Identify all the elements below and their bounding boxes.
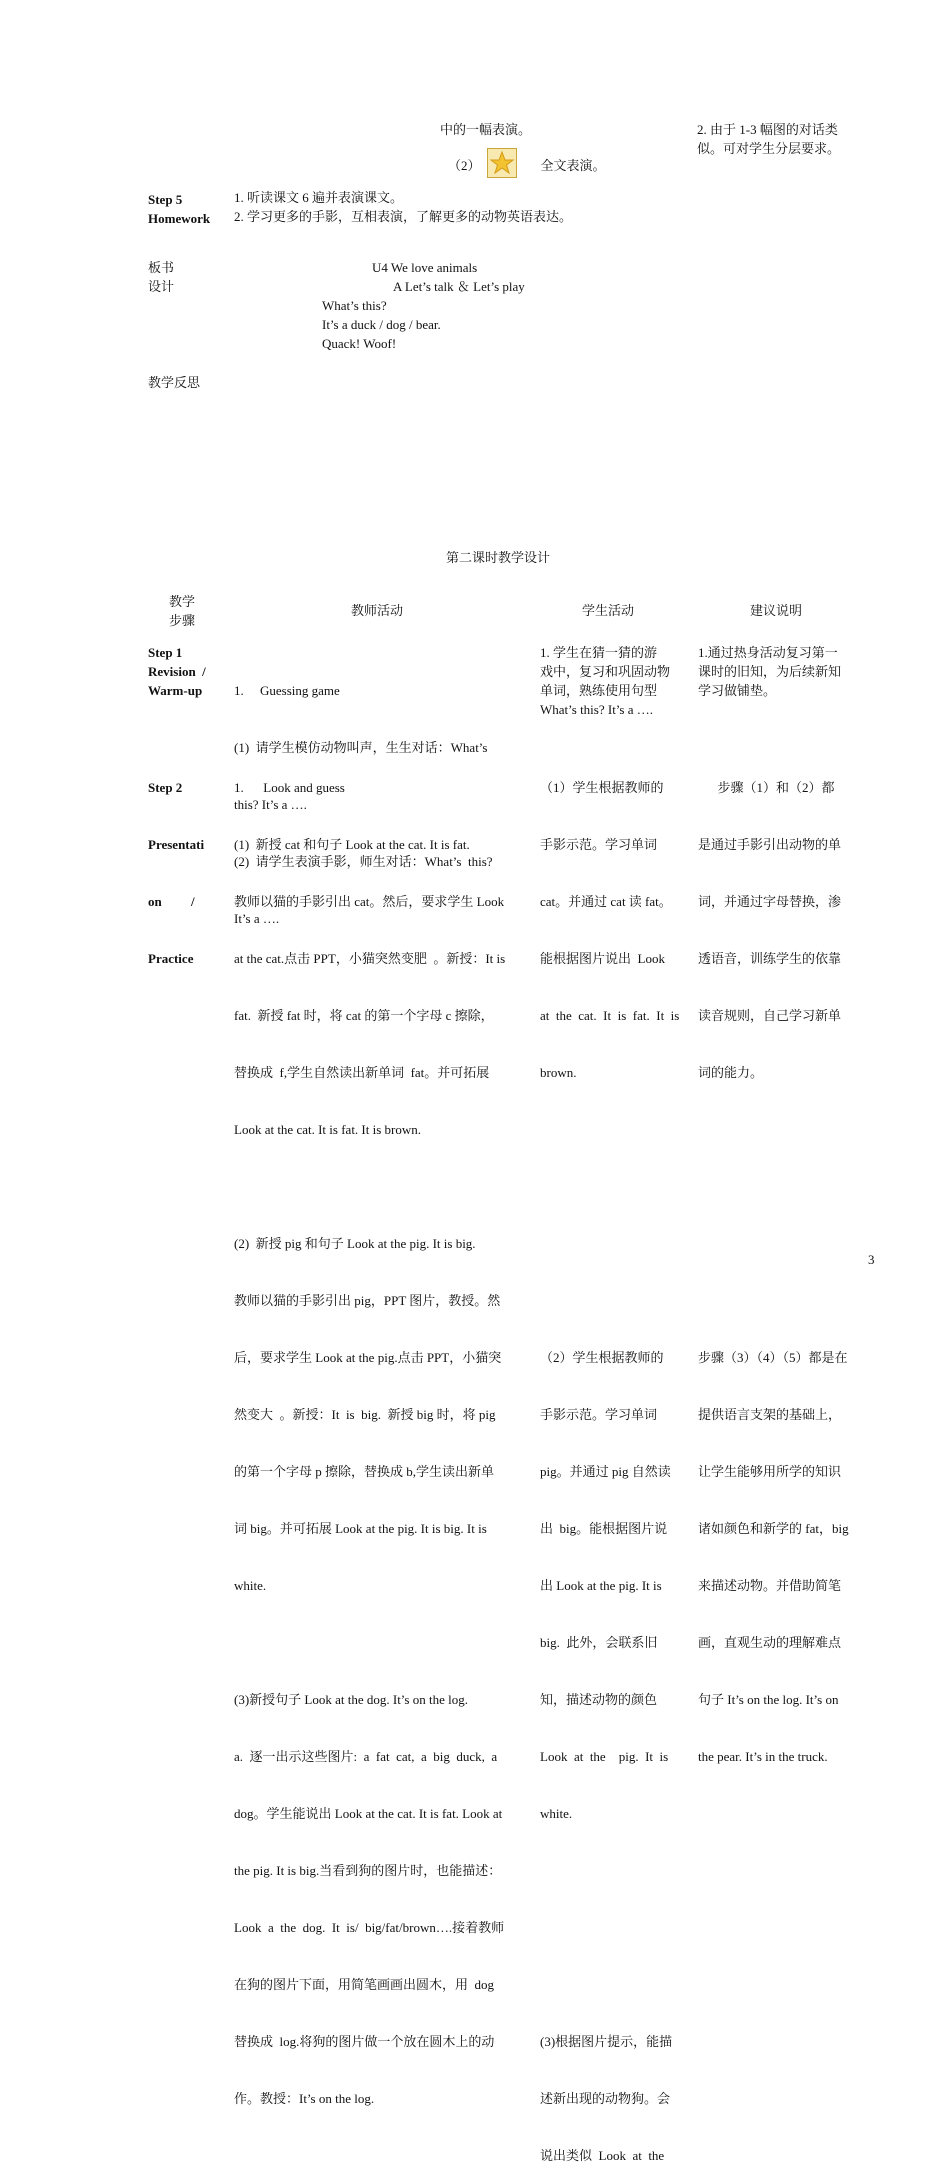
step2-note-line [698, 1234, 868, 1253]
step5-item: 2. 学习更多的手影，互相表演，了解更多的动物英语表达。 [234, 209, 573, 224]
step2-note-line: 诸如颜色和新学的 fat，big [698, 1521, 849, 1536]
step2-teacher-line: 1. Look and guess [234, 780, 345, 795]
step2-student-line: 手影示范。学习单词 [540, 837, 658, 852]
step2-note-line: the pear. It’s in the truck. [698, 1749, 828, 1764]
reflection-label: 教学反思 [148, 375, 201, 390]
step2-student-line: brown. [540, 1065, 577, 1080]
activity-line-1: 中的一幅表演。 [440, 122, 532, 137]
step5-label [148, 190, 210, 228]
step1-student-line: 单词，熟练使用句型 [540, 683, 658, 698]
step1-label [148, 643, 216, 700]
step2-note-line: 让学生能够用所学的知识 [698, 1464, 842, 1479]
step2-note-line [698, 1177, 868, 1196]
step2-teacher-line [234, 1633, 526, 1652]
step2-note-line: 步骤（3）（4）（5）都是在 [698, 1350, 848, 1365]
step2-teacher-line: (1) 新授 cat 和句子 Look at the cat. It is fat. [234, 837, 470, 852]
step2-note-line: 提供语言支架的基础上， [698, 1407, 842, 1422]
step1-teacher-line: this? It’s a …. [234, 797, 307, 812]
step2-student-line: white. [540, 1806, 573, 1821]
step2-teacher-line: 教师以猫的手影引出 cat。然后，要求学生 Look [234, 894, 505, 909]
step2-student-line: big. 此外，会联系旧 [540, 1635, 658, 1650]
step2-note-line [698, 1291, 868, 1310]
step2-teacher [234, 740, 526, 2127]
step2-teacher-line: dog。学生能说出 Look at the cat. It is fat. Look at [234, 1806, 503, 1821]
step2-student-line: 述新出现的动物狗。会 [540, 2091, 671, 2106]
step2-student-line: at the cat. It is fat. It is [540, 1008, 680, 1023]
step2-student-line: (3)根据图片提示，能描 [540, 2034, 673, 2049]
step2-note-line: 透语音，训练学生的依靠 [698, 951, 842, 966]
activity-line-2-prefix: （2） [448, 158, 481, 173]
activity-line-2-suffix: 全文表演。 [540, 158, 606, 173]
header-teacher: 教师活动 [351, 603, 404, 618]
step2-teacher-line: (3)新授句子 Look at the dog. It’s on the log. [234, 1692, 468, 1707]
step5-label-line: Step 5 [148, 192, 183, 207]
step2-label-line: Step 2 [148, 780, 183, 795]
step5-items [234, 188, 572, 226]
step1-notes [698, 643, 868, 700]
step2-note-line: 来描述动物。并借助简笔 [698, 1578, 842, 1593]
step2-teacher-line [234, 1177, 526, 1196]
board-label-line: 设计 [148, 279, 175, 294]
step2-student [540, 740, 690, 2184]
step2-teacher-line: a. 逐一出示这些图片: a fat cat, a big duck, a [234, 1749, 498, 1764]
board-line: It’s a duck / dog / bear. [322, 317, 441, 332]
top-note-line: 似。可对学生分层要求。 [697, 141, 841, 156]
step2-student-line: Look at the pig. It is [540, 1749, 669, 1764]
step2-note-line: 读音规则，自己学习新单 [698, 1008, 842, 1023]
step2-teacher-line: 教师以猫的手影引出 pig，PPT 图片，教授。然 [234, 1293, 501, 1308]
step2-label-line: on / [148, 894, 195, 909]
step2-teacher-line: 然变大 。新授：It is big. 新授 big 时，将 pig [234, 1407, 496, 1422]
board-label-line: 板书 [148, 260, 175, 275]
step2-teacher-line: 后，要求学生 Look at the pig.点击 PPT，小猫突 [234, 1350, 502, 1365]
top-note [697, 120, 867, 158]
step2-student-line: （1）学生根据教师的 [540, 780, 664, 795]
step2-label-line: Practice [148, 951, 194, 966]
step2-note-line [698, 1120, 868, 1139]
step2-teacher-line: (2) 新授 pig 和句子 Look at the pig. It is big. [234, 1236, 476, 1251]
board-title: U4 We love animals [372, 260, 478, 275]
step1-student-line: 1. 学生在猜一猜的游 [540, 645, 658, 660]
step2-teacher-line: Look at the cat. It is fat. It is brown. [234, 1122, 422, 1137]
header-steps-line: 步骤 [169, 613, 196, 628]
board-line: Quack! Woof! [322, 336, 397, 351]
step1-student [540, 643, 688, 719]
step2-teacher-line: 在狗的图片下面，用简笔画画出圆木，用 dog [234, 1977, 495, 1992]
board-subtitle: A Let’s talk ＆ Let’s play [393, 279, 525, 294]
step1-teacher-line: (2) 请学生表演手影，师生对话：What’s this? [234, 854, 493, 869]
step2-note-line: 词的能力。 [698, 1065, 764, 1080]
step1-teacher-line: It’s a …. [234, 911, 280, 926]
step1-teacher-line: 1. Guessing game [234, 683, 340, 698]
step2-student-line [540, 1861, 690, 1880]
header-student: 学生活动 [582, 603, 635, 618]
step2-student-line [540, 1975, 690, 1994]
step2-student-line: 知，描述动物的颜色 [540, 1692, 658, 1707]
step2-teacher-line: 作。教授：It’s on the log. [234, 2091, 375, 2106]
header-steps-line: 教学 [169, 594, 196, 609]
step2-notes [698, 740, 868, 1785]
step2-student-line [540, 1234, 690, 1253]
step5-item: 1. 听读课文 6 遍并表演课文。 [234, 190, 404, 205]
step2-student-line: pig。并通过 pig 自然读 [540, 1464, 671, 1479]
step2-note-line: 画，直观生动的理解难点 [698, 1635, 842, 1650]
step1-teacher-line: (1) 请学生模仿动物叫声，生生对话：What’s [234, 740, 488, 755]
step2-student-line: 手影示范。学习单词 [540, 1407, 658, 1422]
step2-teacher-line: 的第一个字母 p 擦除，替换成 b,学生读出新单 [234, 1464, 495, 1479]
lesson2-title: 第二课时教学设计 [446, 550, 551, 565]
activity-line-2 [448, 148, 606, 178]
top-note-line: 2. 由于 1-3 幅图的对话类 [697, 122, 838, 137]
step2-teacher-line: the pig. It is big.当看到狗的图片时，也能描述： [234, 1863, 502, 1878]
header-steps [169, 592, 195, 630]
step2-teacher-line: 替换成 f,学生自然读出新单词 fat。并可拓展 [234, 1065, 490, 1080]
step1-student-line: What’s this? It’s a …. [540, 702, 654, 717]
step2-student-line [540, 1291, 690, 1310]
step2-teacher-line: fat. 新授 fat 时，将 cat 的第一个字母 c 擦除， [234, 1008, 494, 1023]
step1-note-line: 学习做铺垫。 [698, 683, 777, 698]
step2-note-line: 词，并通过字母替换，渗 [698, 894, 842, 909]
step1-note-line: 1.通过热身活动复习第一 [698, 645, 838, 660]
step2-label [148, 740, 228, 987]
step5-label-line: Homework [148, 211, 211, 226]
step2-student-line: 能根据图片说出 Look [540, 951, 665, 966]
step2-note-line: 是通过手影引出动物的单 [698, 837, 842, 852]
step2-teacher-line: Look a the dog. It is/ big/fat/brown….接着教师 [234, 1920, 505, 1935]
header-notes: 建议说明 [750, 603, 803, 618]
step2-student-line: 出 big。能根据图片说 [540, 1521, 668, 1536]
step2-student-line: 出 Look at the pig. It is [540, 1578, 662, 1593]
step2-teacher-line: 替换成 log.将狗的图片做一个放在圆木上的动 [234, 2034, 495, 2049]
step2-teacher-line: at the cat.点击 PPT，小猫突然变肥 。新授：It is [234, 951, 506, 966]
board-line: What’s this? [322, 298, 387, 313]
star-icon [487, 148, 517, 178]
step2-note-line: 句子 It’s on the log. It’s on [698, 1692, 839, 1707]
step2-student-line [540, 1120, 690, 1139]
step1-student-line: 戏中，复习和巩固动物 [540, 664, 671, 679]
step2-teacher-line: white. [234, 1578, 267, 1593]
step1-label-line: Step 1 [148, 645, 183, 660]
page-number: 3 [868, 1252, 875, 1267]
step1-label-line: Warm-up [148, 683, 203, 698]
step2-student-line [540, 1177, 690, 1196]
step2-student-line: cat。并通过 cat 读 fat。 [540, 894, 672, 909]
step2-note-line: 步骤（1）和（2）都 [698, 780, 835, 795]
board-label [148, 258, 174, 296]
step2-student-line: （2）学生根据教师的 [540, 1350, 664, 1365]
step2-student-line: 说出类似 Look at the [540, 2148, 665, 2163]
step2-label-line: Presentati [148, 837, 205, 852]
step1-note-line: 课时的旧知，为后续新知 [698, 664, 842, 679]
step2-student-line [540, 1918, 690, 1937]
step2-teacher-line: 词 big。并可拓展 Look at the pig. It is big. It is [234, 1521, 487, 1536]
step1-label-line: Revision / [148, 664, 206, 679]
board-lines [322, 296, 441, 353]
